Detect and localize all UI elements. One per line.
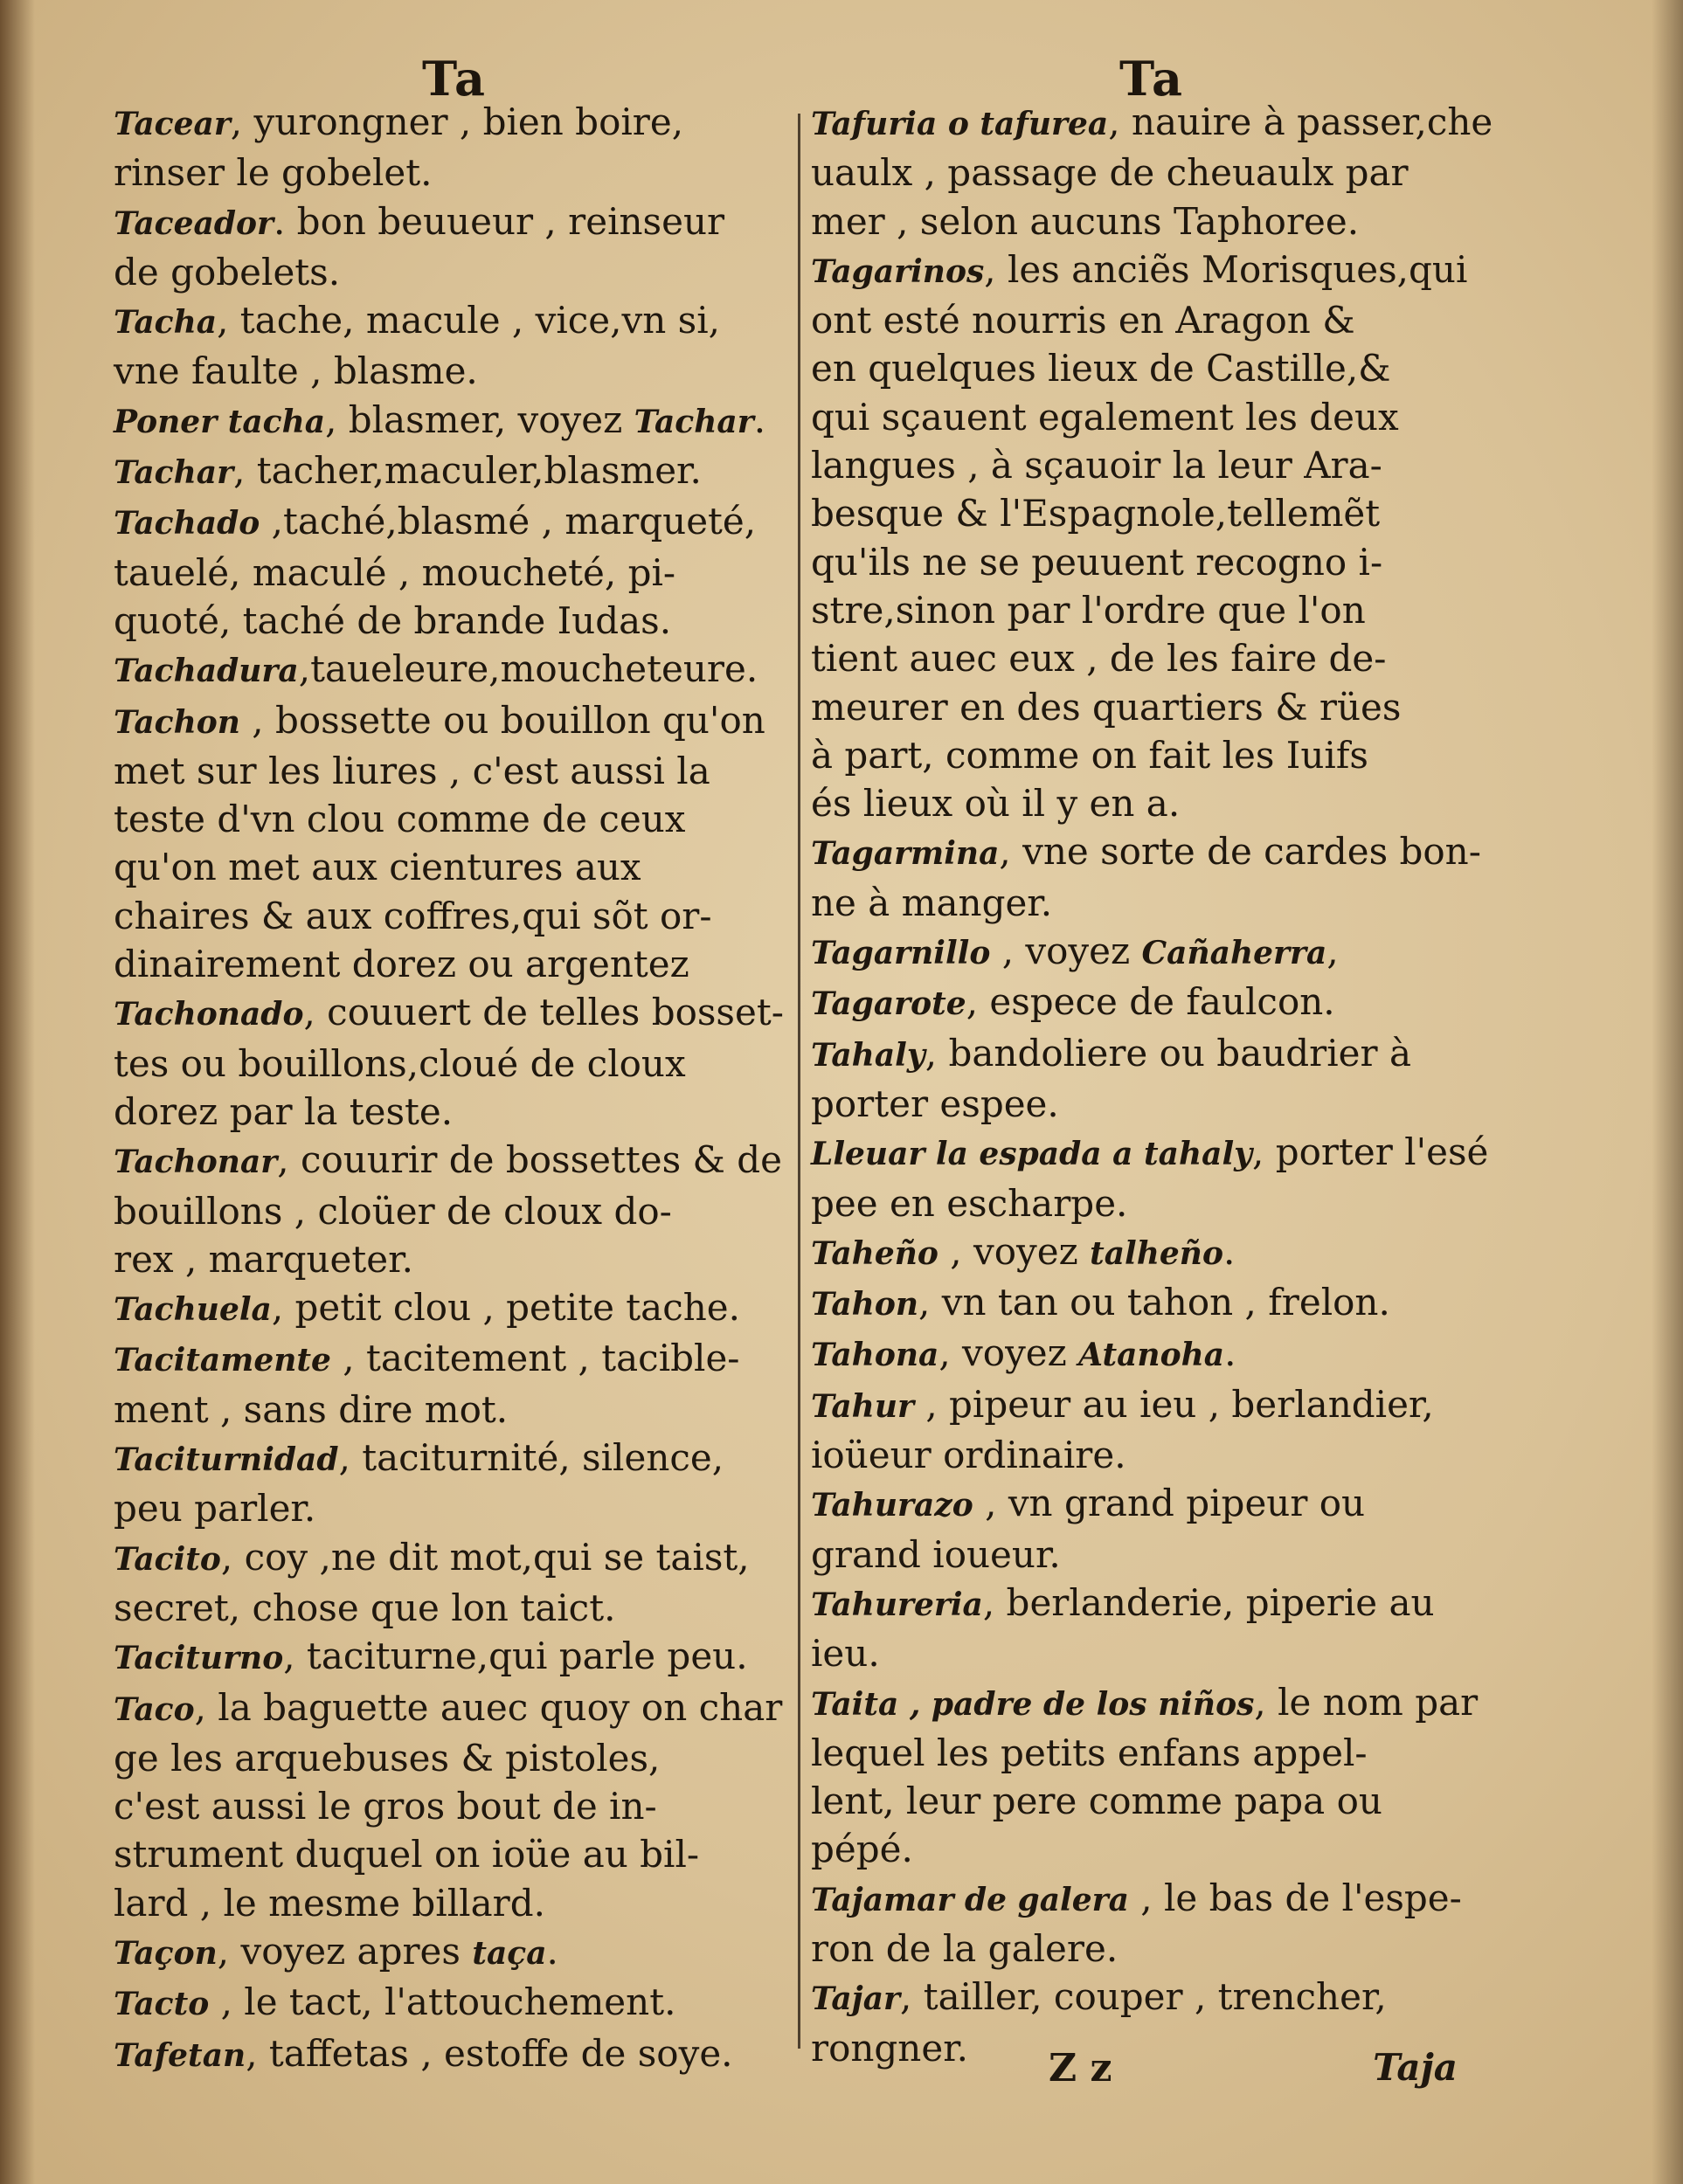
definition-text: , taciturne,qui parle peu. bbox=[283, 1635, 748, 1678]
definition-text: , le nom par bbox=[1254, 1680, 1479, 1724]
definition-text: , taciturnité, silence, bbox=[338, 1436, 724, 1480]
cross-reference: Tachar bbox=[634, 403, 754, 440]
definition-text: strument duquel on ioüe au bil- bbox=[114, 1833, 700, 1876]
cross-reference: Atanoha bbox=[1078, 1337, 1225, 1374]
dictionary-entry bbox=[114, 645, 795, 695]
entry-continuation bbox=[114, 940, 795, 988]
entry-continuation bbox=[114, 549, 795, 597]
headword: Tachonado bbox=[114, 996, 304, 1033]
entry-continuation bbox=[114, 347, 795, 395]
entry-continuation bbox=[114, 1088, 795, 1136]
definition-text: qu'on met aux cientures aux bbox=[114, 846, 641, 889]
definition-text: , coy ,ne dit mot,qui se taist, bbox=[220, 1535, 750, 1579]
headword: Tajamar de galera bbox=[811, 1881, 1129, 1918]
definition-text: pee en escharpe. bbox=[811, 1181, 1128, 1225]
definition-text: c'est aussi le gros bout de in- bbox=[114, 1785, 657, 1828]
definition-text: , taffetas , estoffe de soye. bbox=[246, 2031, 733, 2075]
left-running-head: Ta bbox=[421, 51, 487, 107]
headword: Tachadura bbox=[114, 653, 299, 690]
definition-text: chaires & aux coffres,qui sõt or- bbox=[114, 894, 712, 937]
definition-text: , porter l'esé bbox=[1252, 1130, 1489, 1174]
headword: Tacear bbox=[114, 106, 231, 142]
headword: Tahaly bbox=[811, 1036, 925, 1074]
dictionary-entry bbox=[811, 1029, 1493, 1080]
entry-punctuation: . bbox=[1224, 1331, 1236, 1375]
dictionary-entry bbox=[114, 1283, 795, 1334]
headword: Taita , padre de los niños bbox=[811, 1685, 1255, 1723]
headword: Taciturnidad bbox=[114, 1441, 339, 1479]
entry-continuation bbox=[811, 1431, 1493, 1479]
right-column bbox=[811, 0, 1493, 2184]
definition-text: , les anciẽs Morisques,qui bbox=[984, 247, 1468, 291]
definition-text: pépé. bbox=[811, 1828, 913, 1871]
entry-continuation bbox=[811, 197, 1493, 245]
entry-continuation bbox=[811, 393, 1493, 441]
definition-text: , vn grand pipeur ou bbox=[973, 1482, 1366, 1525]
definition-text: ieu. bbox=[811, 1632, 880, 1676]
headword: Tachon bbox=[114, 703, 240, 741]
definition-text: , couuert de telles bosset- bbox=[303, 991, 784, 1034]
entry-continuation bbox=[114, 1830, 795, 1878]
entry-punctuation: . bbox=[753, 397, 766, 441]
dictionary-entry bbox=[811, 1579, 1493, 1629]
entry-continuation bbox=[114, 1484, 795, 1532]
catchword: Taja bbox=[1373, 2046, 1458, 2089]
definition-text: bouillons , cloüer de cloux do- bbox=[114, 1189, 672, 1233]
definition-text: quoté, taché de brande Iudas. bbox=[114, 598, 672, 642]
entry-continuation bbox=[114, 248, 795, 296]
dictionary-entry bbox=[114, 2029, 795, 2080]
headword: Tahona bbox=[811, 1337, 939, 1374]
dictionary-entry bbox=[811, 1973, 1493, 2023]
definition-text: meurer en des quartiers & rües bbox=[811, 685, 1402, 729]
entry-continuation bbox=[811, 1729, 1493, 1777]
column-rule bbox=[798, 114, 800, 2049]
definition-text: , bossette ou bouillon qu'on bbox=[239, 698, 765, 742]
definition-text: , le tact, l'attouchement. bbox=[209, 1980, 676, 2024]
definition-text: ,taueleure,moucheteure. bbox=[298, 647, 758, 691]
entry-continuation bbox=[114, 795, 795, 843]
definition-text: lard , le mesme billard. bbox=[114, 1881, 545, 1925]
definition-text: mer , selon aucuns Taphoree. bbox=[811, 199, 1360, 243]
definition-text: , petit clou , petite tache. bbox=[271, 1286, 740, 1330]
dictionary-entry bbox=[811, 1479, 1493, 1530]
entry-continuation bbox=[811, 1925, 1493, 1973]
definition-text: , vne sorte de cardes bon- bbox=[999, 830, 1481, 874]
entry-continuation bbox=[811, 1629, 1493, 1677]
definition-text: , yurongner , bien boire, bbox=[230, 100, 684, 143]
definition-text: . bon beuueur , reinseur bbox=[273, 199, 725, 243]
entry-continuation bbox=[811, 1825, 1493, 1873]
dictionary-entry bbox=[114, 497, 795, 548]
headword: Tahureria bbox=[811, 1586, 983, 1623]
entry-continuation bbox=[114, 1879, 795, 1927]
dictionary-entry bbox=[114, 296, 795, 347]
definition-text: tauelé, maculé , moucheté, pi- bbox=[114, 550, 676, 594]
definition-text: peu parler. bbox=[114, 1487, 316, 1531]
dictionary-entry bbox=[114, 1533, 795, 1584]
definition-text: rinser le gobelet. bbox=[114, 151, 433, 195]
entry-punctuation: . bbox=[1222, 1229, 1236, 1273]
entry-continuation bbox=[114, 597, 795, 645]
entry-continuation bbox=[114, 1386, 795, 1434]
headword: Tahurazo bbox=[811, 1487, 973, 1524]
definition-text: besque & l'Espagnole,tellemẽt bbox=[811, 492, 1381, 536]
dictionary-entry bbox=[114, 988, 795, 1039]
dictionary-entry bbox=[811, 1380, 1493, 1431]
definition-text: en quelques lieux de Castille,& bbox=[811, 347, 1391, 390]
entry-continuation bbox=[114, 1734, 795, 1782]
dictionary-entry bbox=[114, 396, 795, 446]
dictionary-entry bbox=[811, 1128, 1493, 1178]
dictionary-entry bbox=[811, 1678, 1493, 1729]
headword: Poner tacha bbox=[114, 403, 326, 440]
dictionary-entry bbox=[811, 1874, 1493, 1925]
definition-text: , la baguette auec quoy on char bbox=[194, 1685, 783, 1729]
dictionary-entry bbox=[114, 1334, 795, 1385]
headword: Tahon bbox=[811, 1286, 919, 1324]
definition-text: uaulx , passage de cheuaulx par bbox=[811, 151, 1409, 195]
definition-text: , tailler, couper , trencher, bbox=[900, 1975, 1387, 2019]
entry-continuation bbox=[811, 489, 1493, 537]
entry-continuation bbox=[811, 779, 1493, 827]
definition-text: , voyez bbox=[990, 930, 1142, 973]
entry-continuation bbox=[811, 586, 1493, 634]
definition-text: , voyez bbox=[938, 1331, 1079, 1375]
definition-text: rongner. bbox=[811, 2026, 969, 2070]
page-footer bbox=[811, 2046, 1493, 2107]
definition-text: langues , à sçauoir la leur Ara- bbox=[811, 444, 1382, 487]
entry-continuation bbox=[114, 1782, 795, 1830]
headword: Taceador bbox=[114, 204, 274, 242]
definition-text: , vn tan ou tahon , frelon. bbox=[918, 1281, 1390, 1324]
dictionary-entry bbox=[114, 1136, 795, 1186]
definition-text: , voyez apres bbox=[217, 1929, 473, 1973]
dictionary-entry bbox=[811, 1278, 1493, 1329]
entry-continuation bbox=[811, 344, 1493, 392]
definition-text: vne faulte , blasme. bbox=[114, 349, 478, 393]
dictionary-entry bbox=[114, 197, 795, 248]
definition-text: grand ioueur. bbox=[811, 1532, 1061, 1576]
headword: Tachonar bbox=[114, 1144, 278, 1181]
definition-text: ment , sans dire mot. bbox=[114, 1387, 509, 1431]
definition-text: , le bas de l'espe- bbox=[1128, 1876, 1462, 1919]
headword: Taciturno bbox=[114, 1640, 284, 1677]
entry-punctuation: , bbox=[1326, 930, 1339, 973]
headword: Tacitamente bbox=[114, 1342, 331, 1379]
headword: Tagarmina bbox=[811, 835, 1000, 873]
cross-reference: taça bbox=[472, 1934, 547, 1972]
right-running-head: Ta bbox=[1119, 51, 1184, 107]
headword: Tahur bbox=[811, 1387, 914, 1425]
dictionary-entry bbox=[811, 978, 1493, 1028]
definition-text: , couurir de bossettes & de bbox=[277, 1138, 783, 1182]
definition-text: qu'ils ne se peuuent recogno i- bbox=[811, 540, 1383, 584]
definition-text: ge les arquebuses & pistoles, bbox=[114, 1736, 661, 1780]
entry-continuation bbox=[811, 441, 1493, 489]
entry-continuation bbox=[811, 634, 1493, 682]
signature-mark: Z z bbox=[1049, 2046, 1112, 2091]
cross-reference: Cañaherra bbox=[1141, 935, 1327, 972]
dictionary-entry bbox=[114, 1632, 795, 1683]
definition-text: dinairement dorez ou argentez bbox=[114, 943, 689, 986]
dictionary-entry bbox=[811, 1329, 1493, 1379]
definition-text: , espece de faulcon. bbox=[966, 980, 1335, 1024]
dictionary-entry bbox=[114, 446, 795, 497]
definition-text: ioüeur ordinaire. bbox=[811, 1434, 1126, 1477]
definition-text: qui sçauent egalement les deux bbox=[811, 395, 1399, 439]
definition-text: met sur les liures , c'est aussi la bbox=[114, 749, 710, 792]
right-entry-list bbox=[811, 98, 1493, 2072]
definition-text: teste d'vn clou comme de ceux bbox=[114, 798, 686, 841]
dictionary-entry bbox=[811, 245, 1493, 296]
definition-text: , pipeur au ieu , berlandier, bbox=[913, 1382, 1434, 1426]
definition-text: ne à manger. bbox=[811, 881, 1053, 924]
definition-text: , nauire à passer,che bbox=[1108, 100, 1493, 143]
headword: Taçon bbox=[114, 1934, 218, 1972]
entry-continuation bbox=[811, 1179, 1493, 1227]
left-column bbox=[114, 0, 795, 2184]
definition-text: lequel les petits enfans appel- bbox=[811, 1731, 1368, 1774]
entry-punctuation: . bbox=[546, 1929, 558, 1973]
headword: Tafuria o tafurea bbox=[811, 106, 1109, 142]
definition-text: lent, leur pere comme papa ou bbox=[811, 1780, 1382, 1823]
headword: Taheño bbox=[811, 1234, 938, 1272]
headword: Tacha bbox=[114, 304, 218, 342]
definition-text: de gobelets. bbox=[114, 250, 341, 294]
entry-continuation bbox=[811, 149, 1493, 197]
dictionary-entry bbox=[114, 1434, 795, 1484]
entry-continuation bbox=[114, 149, 795, 197]
entry-continuation bbox=[811, 1531, 1493, 1579]
definition-text: ,taché,blasmé , marqueté, bbox=[260, 500, 757, 543]
dictionary-entry bbox=[114, 1978, 795, 2028]
definition-text: és lieux où il y en a. bbox=[811, 782, 1181, 826]
entry-continuation bbox=[114, 1187, 795, 1235]
dictionary-entry bbox=[114, 696, 795, 747]
headword: Tagarnillo bbox=[811, 935, 991, 972]
dictionary-entry bbox=[114, 1927, 795, 1978]
definition-text: ont esté nourris en Aragon & bbox=[811, 299, 1355, 342]
entry-continuation bbox=[811, 731, 1493, 779]
entry-continuation bbox=[114, 843, 795, 891]
entry-continuation bbox=[811, 879, 1493, 927]
entry-continuation bbox=[811, 296, 1493, 344]
definition-text: , voyez bbox=[938, 1229, 1091, 1273]
entry-continuation bbox=[811, 683, 1493, 731]
headword: Tachado bbox=[114, 505, 260, 543]
entry-continuation bbox=[114, 1040, 795, 1088]
dictionary-entry bbox=[114, 98, 795, 149]
headword: Tagarote bbox=[811, 985, 966, 1023]
headword: Tagarinos bbox=[811, 252, 985, 290]
cross-reference: talheño bbox=[1090, 1234, 1223, 1272]
definition-text: , bandoliere ou baudrier à bbox=[925, 1031, 1411, 1075]
headword: Tachuela bbox=[114, 1291, 272, 1329]
definition-text: porter espee. bbox=[811, 1082, 1059, 1125]
definition-text: ron de la galere. bbox=[811, 1926, 1119, 1970]
definition-text: tes ou bouillons,cloué de cloux bbox=[114, 1041, 686, 1085]
definition-text: , berlanderie, piperie au bbox=[982, 1580, 1435, 1624]
definition-text: , tacitement , tacible- bbox=[330, 1337, 740, 1380]
definition-text: secret, chose que lon taict. bbox=[114, 1586, 616, 1629]
headword: Tacito bbox=[114, 1540, 221, 1578]
dictionary-entry bbox=[114, 1683, 795, 1734]
headword: Tachar bbox=[114, 454, 234, 492]
entry-continuation bbox=[811, 1080, 1493, 1128]
entry-continuation bbox=[114, 1584, 795, 1632]
headword: Tajar bbox=[811, 1980, 900, 2018]
definition-text: à part, comme on fait les Iuifs bbox=[811, 733, 1368, 777]
entry-continuation bbox=[811, 1777, 1493, 1825]
entry-continuation bbox=[114, 747, 795, 795]
definition-text: tient auec eux , de les faire de- bbox=[811, 637, 1387, 681]
entry-continuation bbox=[114, 892, 795, 940]
entry-continuation bbox=[114, 1235, 795, 1283]
definition-text: , blasmer, voyez bbox=[325, 397, 634, 441]
definition-text: , tache, macule , vice,vn si, bbox=[217, 299, 720, 342]
dictionary-entry bbox=[811, 98, 1493, 149]
dictionary-entry bbox=[811, 1227, 1493, 1278]
headword: Lleuar la espada a tahaly bbox=[811, 1136, 1253, 1173]
left-entry-list bbox=[114, 98, 795, 2080]
headword: Tacto bbox=[114, 1986, 210, 2023]
definition-text: dorez par la teste. bbox=[114, 1089, 454, 1133]
dictionary-entry bbox=[811, 927, 1493, 978]
headword: Taco bbox=[114, 1690, 195, 1728]
definition-text: rex , marqueter. bbox=[114, 1237, 413, 1281]
entry-continuation bbox=[811, 538, 1493, 586]
dictionary-entry bbox=[811, 827, 1493, 878]
headword: Tafetan bbox=[114, 2036, 246, 2074]
definition-text: stre,sinon par l'ordre que l'on bbox=[811, 588, 1366, 632]
definition-text: , tacher,maculer,blasmer. bbox=[233, 449, 702, 493]
